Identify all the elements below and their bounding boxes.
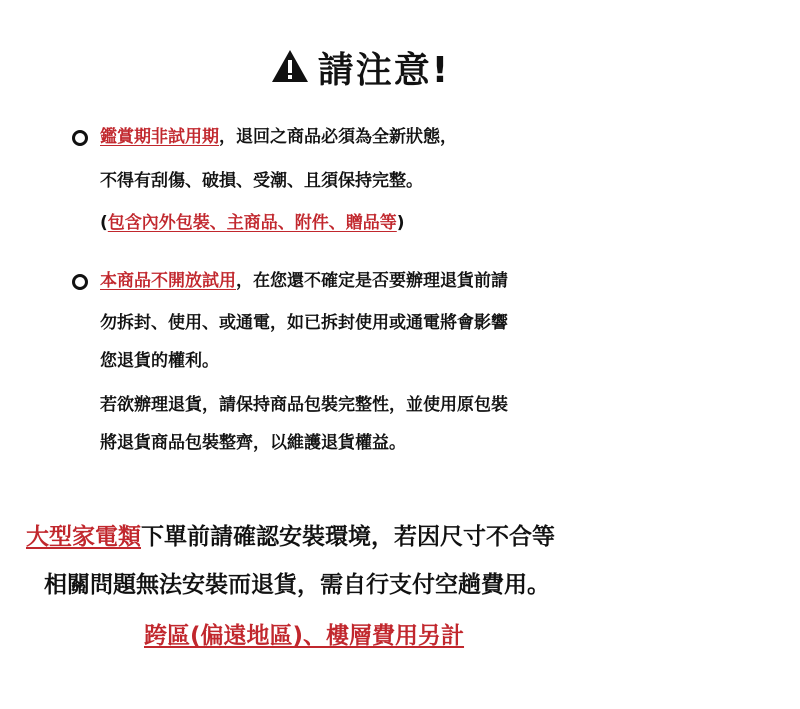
notice1-line3 — [100, 208, 405, 233]
appliance-line1 — [26, 518, 555, 551]
notice1-line1 — [100, 122, 457, 147]
notice1-line2: 不得有刮傷、破損、受潮、且須保持完整。 — [100, 171, 423, 191]
warning-triangle-icon — [270, 48, 310, 84]
bullet-icon — [72, 130, 88, 146]
remote-floor-fee-note: 跨區(偏遠地區)、樓層費用另計 — [144, 623, 465, 649]
notice2-line5: 將退貨商品包裝整齊，以維護退貨權益。 — [100, 433, 406, 453]
bullet-icon — [72, 274, 88, 290]
notice1-rest: ，退回之商品必須為全新狀態， — [219, 127, 457, 147]
notice2-line2: 勿拆封、使用、或通電，如已拆封使用或通電將會影響 — [100, 313, 508, 333]
notice2-rest: ，在您還不確定是否要辦理退貨前請 — [236, 271, 508, 291]
notice1-paren-close: ) — [396, 213, 405, 233]
notice2-line1 — [100, 266, 508, 291]
appliance-line2: 相關問題無法安裝而退貨，需自行支付空趟費用。 — [44, 572, 550, 598]
appliance-rest: 下單前請確認安裝環境，若因尺寸不合等 — [141, 524, 555, 550]
notice-title — [0, 42, 720, 93]
appliance-highlight: 大型家電類 — [26, 524, 141, 550]
notice1-package-highlight: 包含內外包裝、主商品、附件、贈品等 — [107, 213, 397, 233]
notice1-paren-open: ( — [100, 213, 108, 233]
notice2-line4: 若欲辦理退貨，請保持商品包裝完整性，並使用原包裝 — [100, 395, 508, 415]
notice1-highlight: 鑑賞期非試用期 — [100, 127, 219, 147]
notice2-line3: 您退貨的權利。 — [100, 351, 219, 371]
notice2-highlight: 本商品不開放試用 — [100, 271, 236, 291]
appliance-line3 — [144, 617, 464, 650]
title-text: 請注意! — [317, 50, 451, 91]
